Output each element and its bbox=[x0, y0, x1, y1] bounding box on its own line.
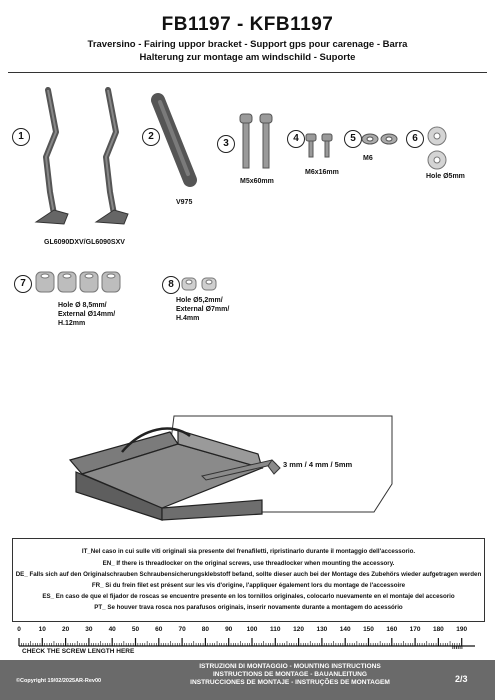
bar-illustration bbox=[148, 92, 204, 192]
ruler-tick-label: 10 bbox=[38, 626, 46, 633]
notice-line-en: EN_ If there is threadlocker on the original screws, use threadlocker when mounting the accessory. bbox=[102, 560, 395, 567]
part-label-3: M5x60mm bbox=[240, 178, 274, 185]
threadlocker-notice bbox=[12, 538, 485, 622]
part-label-2: V975 bbox=[176, 199, 193, 206]
subtitle-line-2: Halterung zur montage am windschild - Suporte bbox=[139, 52, 356, 63]
long-screws-illustration bbox=[236, 112, 280, 172]
ruler-tick-label: 160 bbox=[386, 626, 398, 633]
part-number-8: 8 bbox=[162, 276, 180, 294]
ruler-tick-label: 120 bbox=[293, 626, 305, 633]
part-number-6: 6 bbox=[406, 130, 424, 148]
ruler-tick-label: 30 bbox=[85, 626, 93, 633]
part-number-1: 1 bbox=[12, 128, 30, 146]
washers-illustration bbox=[422, 126, 456, 172]
part-number-2: 2 bbox=[142, 128, 160, 146]
ruler-tick-label: 20 bbox=[61, 626, 70, 633]
part-label-4: M6x16mm bbox=[305, 169, 339, 176]
toolbox-illustration bbox=[62, 408, 422, 526]
short-screws-illustration bbox=[304, 132, 338, 162]
part-label-7-line-1: Hole Ø 8,5mm/ bbox=[58, 302, 107, 309]
ruler-tick-label: 80 bbox=[201, 626, 209, 633]
ruler-tick-label: 100 bbox=[246, 626, 258, 633]
subtitle-line-1: Traversino - Fairing uppor bracket - Support gps pour carenage - Barra bbox=[87, 39, 408, 50]
page-number: 2/3 bbox=[455, 674, 468, 684]
document-title: FB1197 - KFB1197 bbox=[161, 14, 334, 35]
nuts-illustration bbox=[361, 131, 399, 147]
header-divider bbox=[8, 72, 487, 73]
ruler-tick-label: 170 bbox=[409, 626, 421, 633]
ruler-tick-label: 130 bbox=[316, 626, 328, 633]
footer-line-3: INSTRUCCIONES DE MONTAJE - INSTRUÇÕES DE MONTAGEM bbox=[190, 679, 390, 686]
notice-line-it: IT_Nel caso in cui sulle viti originali sia presente del frenafiletti, ripristinarlo durante il montaggio dell'accessorio. bbox=[81, 548, 416, 555]
ruler-tick-label: 140 bbox=[339, 626, 351, 633]
copyright-note: ©Copyright 19/02/2025AR-Rev00 bbox=[16, 678, 102, 684]
part-number-4: 4 bbox=[287, 130, 305, 148]
part-label-7-line-2: External Ø14mm/ bbox=[58, 311, 116, 318]
part-number-7: 7 bbox=[14, 275, 32, 293]
bracket-illustration bbox=[28, 82, 148, 232]
footer-line-2: INSTRUCTIONS DE MONTAGE - BAUANLEITUNG bbox=[212, 671, 368, 678]
part-label-5: M6 bbox=[363, 155, 373, 162]
part-number-3: 3 bbox=[217, 135, 235, 153]
ruler-tick-label: 70 bbox=[178, 626, 186, 633]
notice-line-es: ES_ En caso de que el fijador de roscas se encuentre presente en los tornillos originales, colocarlo nuevamente en el montaje del accesorio bbox=[42, 593, 455, 600]
part-number-5: 5 bbox=[344, 130, 362, 148]
screw-length-ruler bbox=[0, 626, 495, 660]
ruler-tick-label: 0 bbox=[17, 626, 21, 633]
ruler-tick-label: 50 bbox=[131, 626, 140, 633]
allen-key-sizes: 3 mm / 4 mm / 5mm bbox=[283, 460, 353, 469]
ruler-tick-label: 60 bbox=[155, 626, 163, 633]
part-label-6: Hole Ø5mm bbox=[426, 173, 465, 180]
ruler-unit: mm bbox=[452, 645, 463, 651]
notice-line-fr: FR_ Si du frein filet est présent sur les vis d'origine, l'appliquer également lors du montage de l'accessoire bbox=[91, 582, 406, 589]
ruler-tick-label: 190 bbox=[456, 626, 468, 633]
ruler-tick-label: 150 bbox=[363, 626, 374, 633]
part-label-8-line-2: External Ø7mm/ bbox=[176, 306, 230, 313]
part-label-1: GL6090DXV/GL6090SXV bbox=[44, 239, 125, 246]
ruler-caption: CHECK THE SCREW LENGTH HERE bbox=[22, 648, 135, 655]
spacers-illustration bbox=[34, 268, 126, 296]
ruler-tick-label: 110 bbox=[270, 626, 281, 633]
small-spacers-illustration bbox=[180, 276, 220, 294]
part-label-8-line-1: Hole Ø5,2mm/ bbox=[176, 297, 223, 304]
notice-line-pt: PT_ Se houver trava rosca nos parafusos originais, inserir novamente durante a montagem do acessório bbox=[94, 604, 403, 611]
part-label-8-line-3: H.4mm bbox=[176, 315, 200, 322]
ruler-tick-label: 180 bbox=[432, 626, 444, 633]
ruler-tick-label: 90 bbox=[225, 626, 233, 633]
ruler-tick-label: 40 bbox=[108, 626, 116, 633]
notice-line-de: DE_ Falls sich auf den Originalschrauben Schraubensicherungsklebstoff befand, sollte dieser auch bei der Montage des Zubehörs wieder aufgetragen werden bbox=[15, 571, 482, 578]
footer-line-1: ISTRUZIONI DI MONTAGGIO - MOUNTING INSTRUCTIONS bbox=[199, 663, 381, 670]
part-label-7-line-3: H.12mm bbox=[58, 320, 86, 327]
